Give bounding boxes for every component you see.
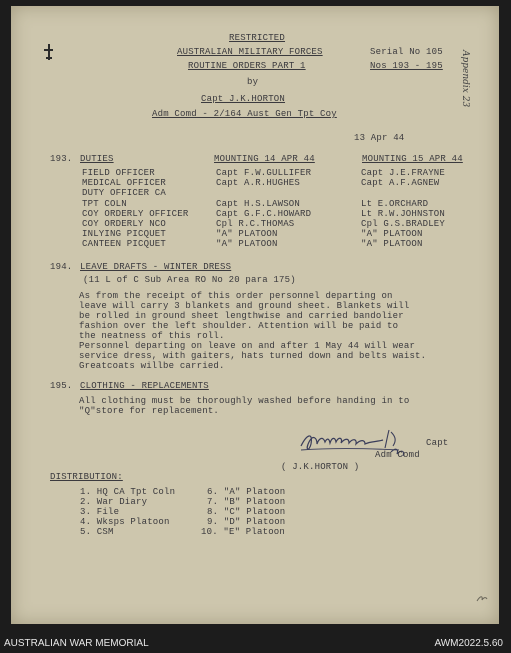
distribution-item: 2. War Diary	[80, 497, 148, 507]
archive-reference: AWM2022.5.60	[434, 638, 503, 649]
order-date: 13 Apr 44	[354, 133, 405, 143]
issuer-unit: Adm Comd - 2/164 Aust Gen Tpt Coy	[152, 109, 337, 119]
distribution-item: 9. "D" Platoon	[207, 517, 286, 527]
order-194-reference: (11 L of C Sub Area RO No 20 para 175)	[83, 275, 296, 285]
order-195-number: 195.	[50, 381, 73, 391]
body-line: All clothing must be thoroughly washed before handing in to	[79, 396, 410, 406]
duty-name: INLYING PICQUET	[82, 229, 167, 239]
duty-14-apr: "A" PLATOON	[216, 229, 278, 239]
signatory-name: ( J.K.HORTON )	[281, 462, 360, 472]
duty-14-apr: "A" PLATOON	[216, 239, 278, 249]
document-page	[11, 6, 499, 624]
distribution-item: 7. "B" Platoon	[207, 497, 286, 507]
duty-name: TPT COLN	[82, 199, 127, 209]
duty-14-apr: Capt A.R.HUGHES	[216, 178, 301, 188]
distribution-item: 6. "A" Platoon	[207, 487, 286, 497]
duty-name: COY ORDERLY OFFICER	[82, 209, 189, 219]
by-text: by	[247, 77, 259, 87]
distribution-item: 5. CSM	[80, 527, 114, 537]
body-line: be rolled in ground sheet lengthwise and carried bandolier	[79, 311, 404, 321]
archive-footer	[0, 632, 511, 653]
duty-name: MEDICAL OFFICER	[82, 178, 167, 188]
body-line: Greatcoats willbe carried.	[79, 361, 225, 371]
distribution-item: 4. Wksps Platoon	[80, 517, 170, 527]
duty-15-apr: Lt E.ORCHARD	[361, 199, 429, 209]
pencil-mark	[475, 592, 489, 604]
duty-14-apr: Capt F.W.GULLIFER	[216, 168, 312, 178]
classification-heading: RESTRICTED	[229, 33, 286, 43]
duty-15-apr: Lt R.W.JOHNSTON	[361, 209, 446, 219]
archive-name: AUSTRALIAN WAR MEMORIAL	[4, 638, 149, 649]
body-line: Personnel departing on leave on and after 1 May 44 will wear	[79, 341, 416, 351]
issuer-name: Capt J.K.HORTON	[201, 94, 286, 104]
duty-14-apr: Cpl R.C.THOMAS	[216, 219, 295, 229]
body-line: the neatness of this roll.	[79, 331, 225, 341]
distribution-item: 1. HQ CA Tpt Coln	[80, 487, 176, 497]
orders-heading: ROUTINE ORDERS PART 1	[188, 61, 306, 71]
body-line: leave will carry 3 blankets and ground sheet. Blankets will	[79, 301, 410, 311]
order-numbers: Nos 193 - 195	[370, 61, 443, 71]
distribution-item: 3. File	[80, 507, 120, 517]
duty-14-apr: Capt G.F.C.HOWARD	[216, 209, 312, 219]
duty-14-apr: Capt H.S.LAWSON	[216, 199, 301, 209]
duty-15-apr: Cpl G.S.BRADLEY	[361, 219, 446, 229]
signatory-role: Adm Comd	[375, 450, 420, 460]
tag-hole-mark	[44, 44, 54, 60]
duty-15-apr: "A" PLATOON	[361, 239, 423, 249]
body-line: "Q"store for replacement.	[79, 406, 220, 416]
signatory-rank: Capt	[426, 438, 449, 448]
margin-annotation: Appendix 23	[460, 50, 470, 108]
order-194-number: 194.	[50, 262, 73, 272]
duty-column-14-apr: MOUNTING 14 APR 44	[214, 154, 315, 164]
order-195-title: CLOTHING - REPLACEMENTS	[80, 381, 209, 391]
duty-15-apr: "A" PLATOON	[361, 229, 423, 239]
duty-name: CANTEEN PICQUET	[82, 239, 167, 249]
order-194-title: LEAVE DRAFTS - WINTER DRESS	[80, 262, 232, 272]
body-line: fashion over the left shoulder. Attention will be paid to	[79, 321, 399, 331]
duty-column-15-apr: MOUNTING 15 APR 44	[362, 154, 463, 164]
distribution-item: 8. "C" Platoon	[207, 507, 286, 517]
distribution-title: DISTRIBUTION:	[50, 472, 123, 482]
body-line: service dress, with gaiters, hats turned down and belts waist.	[79, 351, 427, 361]
serial-number: Serial No 105	[370, 47, 443, 57]
duty-15-apr: Capt A.F.AGNEW	[361, 178, 440, 188]
distribution-item: 10. "E" Platoon	[201, 527, 286, 537]
duty-name: DUTY OFFICER CA	[82, 188, 167, 198]
order-193-title: DUTIES	[80, 154, 114, 164]
duty-15-apr: Capt J.E.FRAYNE	[361, 168, 446, 178]
duty-name: FIELD OFFICER	[82, 168, 155, 178]
force-heading: AUSTRALIAN MILITARY FORCES	[177, 47, 323, 57]
order-193-number: 193.	[50, 154, 73, 164]
duty-name: COY ORDERLY NCO	[82, 219, 167, 229]
body-line: As from the receipt of this order personnel departing on	[79, 291, 393, 301]
